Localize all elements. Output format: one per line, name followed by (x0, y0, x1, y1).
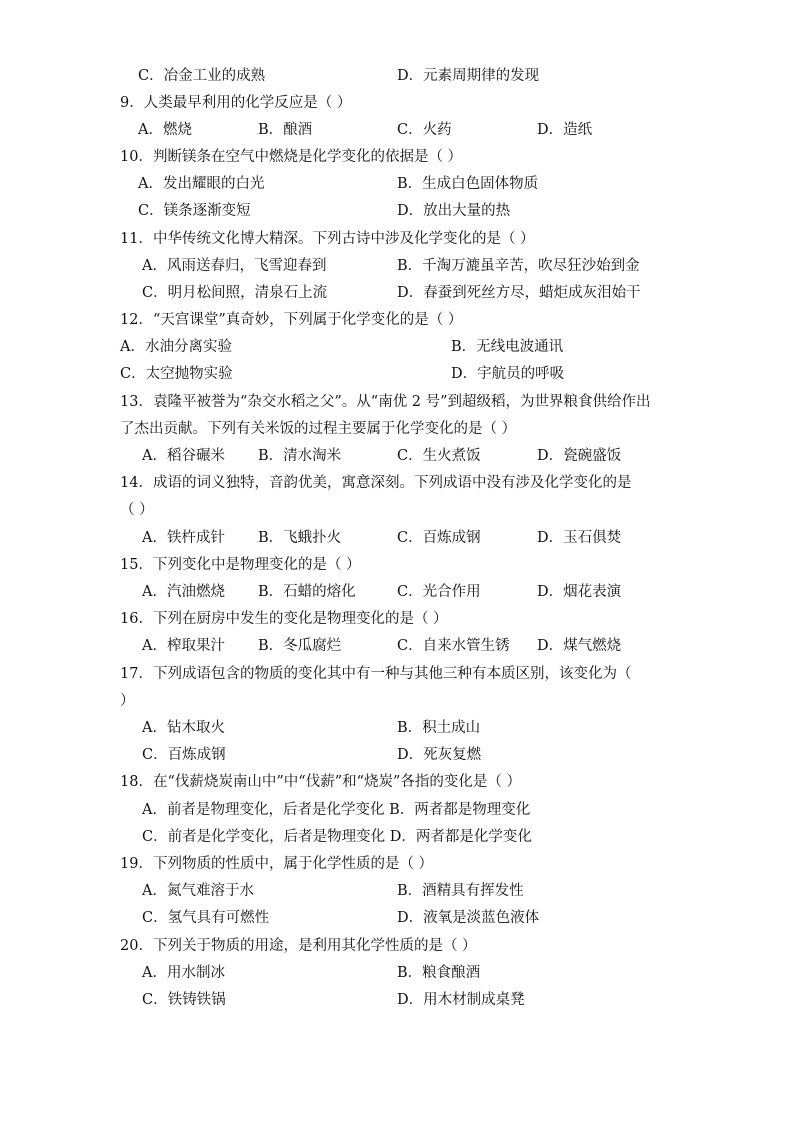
answer-option: C．铁铸铁锅 (142, 992, 226, 1008)
answer-option: C．太空抛物实验 (120, 366, 233, 382)
answer-option: D．放出大量的热 (397, 203, 511, 219)
answer-option: D．瓷碗盛饭 (537, 448, 622, 464)
answer-option: D．玉石俱焚 (537, 530, 622, 546)
answer-option: B．飞蛾扑火 (258, 530, 342, 546)
answer-option: A．水油分离实验 (120, 339, 232, 355)
answer-option: B．无线电波通讯 (451, 339, 564, 355)
answer-option: B．酿酒 (258, 122, 313, 138)
question-line: 19．下列物质的性质中，属于化学性质的是（ ） (120, 856, 434, 872)
answer-option: B．生成白色固体物质 (397, 176, 539, 192)
answer-option: B．千淘万漉虽辛苦，吹尽狂沙始到金 (397, 258, 640, 274)
answer-option: D．用木材制成桌凳 (397, 992, 525, 1008)
question-line: 18．在“伐薪烧炭南山中”中“伐薪”和“烧炭”各指的变化是（ ） (120, 774, 522, 790)
answer-option: B．冬瓜腐烂 (258, 638, 342, 654)
answer-option: D．死灰复燃 (397, 747, 482, 763)
answer-option: B．石蜡的熔化 (258, 584, 356, 600)
answer-option: A．用水制冰 (142, 965, 225, 981)
answer-option: A．氮气难溶于水 (142, 883, 254, 899)
answer-option: D．宇航员的呼吸 (451, 366, 565, 382)
question-line: 了杰出贡献。下列有关米饭的过程主要属于化学变化的是（ ） (120, 421, 517, 437)
answer-option: B．积土成山 (397, 720, 481, 736)
answer-option: A．钻木取火 (142, 720, 225, 736)
answer-option: B．清水淘米 (258, 448, 342, 464)
question-line: 9．人类最早利用的化学反应是（ ） (120, 95, 352, 111)
answer-option: C．火药 (397, 122, 452, 138)
question-line: 10．判断镁条在空气中燃烧是化学变化的依据是（ ） (120, 149, 463, 165)
answer-option: A．铁杵成针 (142, 530, 225, 546)
question-line: 13．袁隆平被誉为“杂交水稻之父”。从“南优 2 号”到超级稻，为世界粮食供给作出 (120, 394, 651, 410)
answer-option: A．燃烧 (138, 122, 192, 138)
answer-option: A．汽油燃烧 (142, 584, 225, 600)
answer-option: D．春蚕到死丝方尽，蜡炬成灰泪始干 (397, 285, 641, 301)
answer-option: D．煤气燃烧 (537, 638, 622, 654)
answer-option: A．前者是物理变化，后者是化学变化 B．两者都是物理变化 (142, 802, 531, 818)
answer-option: A．风雨送春归，飞雪迎春到 (142, 258, 327, 274)
answer-option: A．发出耀眼的白光 (138, 176, 265, 192)
question-line: （ ） (120, 502, 154, 518)
answer-option: C．氢气具有可燃性 (142, 910, 270, 926)
answer-option: B．酒精具有挥发性 (397, 883, 524, 899)
answer-option: D．液氧是淡蓝色液体 (397, 910, 540, 926)
answer-option: C．百炼成钢 (142, 747, 226, 763)
answer-option: A．稻谷碾米 (142, 448, 225, 464)
question-line: 14．成语的词义独特，音韵优美，寓意深刻。下列成语中没有涉及化学变化的是 (120, 475, 632, 491)
answer-option: C．明月松间照，清泉石上流 (142, 285, 328, 301)
question-line: 11．中华传统文化博大精深。下列古诗中涉及化学变化的是（ ） (120, 231, 535, 247)
answer-option: C．前者是化学变化，后者是物理变化 D．两者都是化学变化 (142, 829, 532, 845)
question-line: 16．下列在厨房中发生的变化是物理变化的是（ ） (120, 611, 448, 627)
answer-option: B．粮食酿酒 (397, 965, 481, 981)
answer-option: C．镁条逐渐变短 (138, 203, 251, 219)
answer-option: C．百炼成钢 (397, 530, 481, 546)
question-line: 12．“天宫课堂”真奇妙，下列属于化学变化的是（ ） (120, 312, 463, 328)
question-line: 15．下列变化中是物理变化的是（ ） (120, 557, 361, 573)
question-line: 20．下列关于物质的用途，是利用其化学性质的是（ ） (120, 938, 477, 954)
answer-option: D．造纸 (537, 122, 593, 138)
answer-option: C．光合作用 (397, 584, 481, 600)
answer-option: C．生火煮饭 (397, 448, 481, 464)
answer-option: C．自来水管生锈 (397, 638, 510, 654)
answer-option: D．元素周期律的发现 (397, 68, 540, 84)
answer-option: D．烟花表演 (537, 584, 622, 600)
question-line: ） (120, 693, 135, 709)
question-line: 17．下列成语包含的物质的变化其中有一种与其他三种有本质区别，该变化为（ (120, 666, 632, 682)
answer-option: C．冶金工业的成熟 (138, 68, 266, 84)
answer-option: A．榨取果汁 (142, 638, 225, 654)
